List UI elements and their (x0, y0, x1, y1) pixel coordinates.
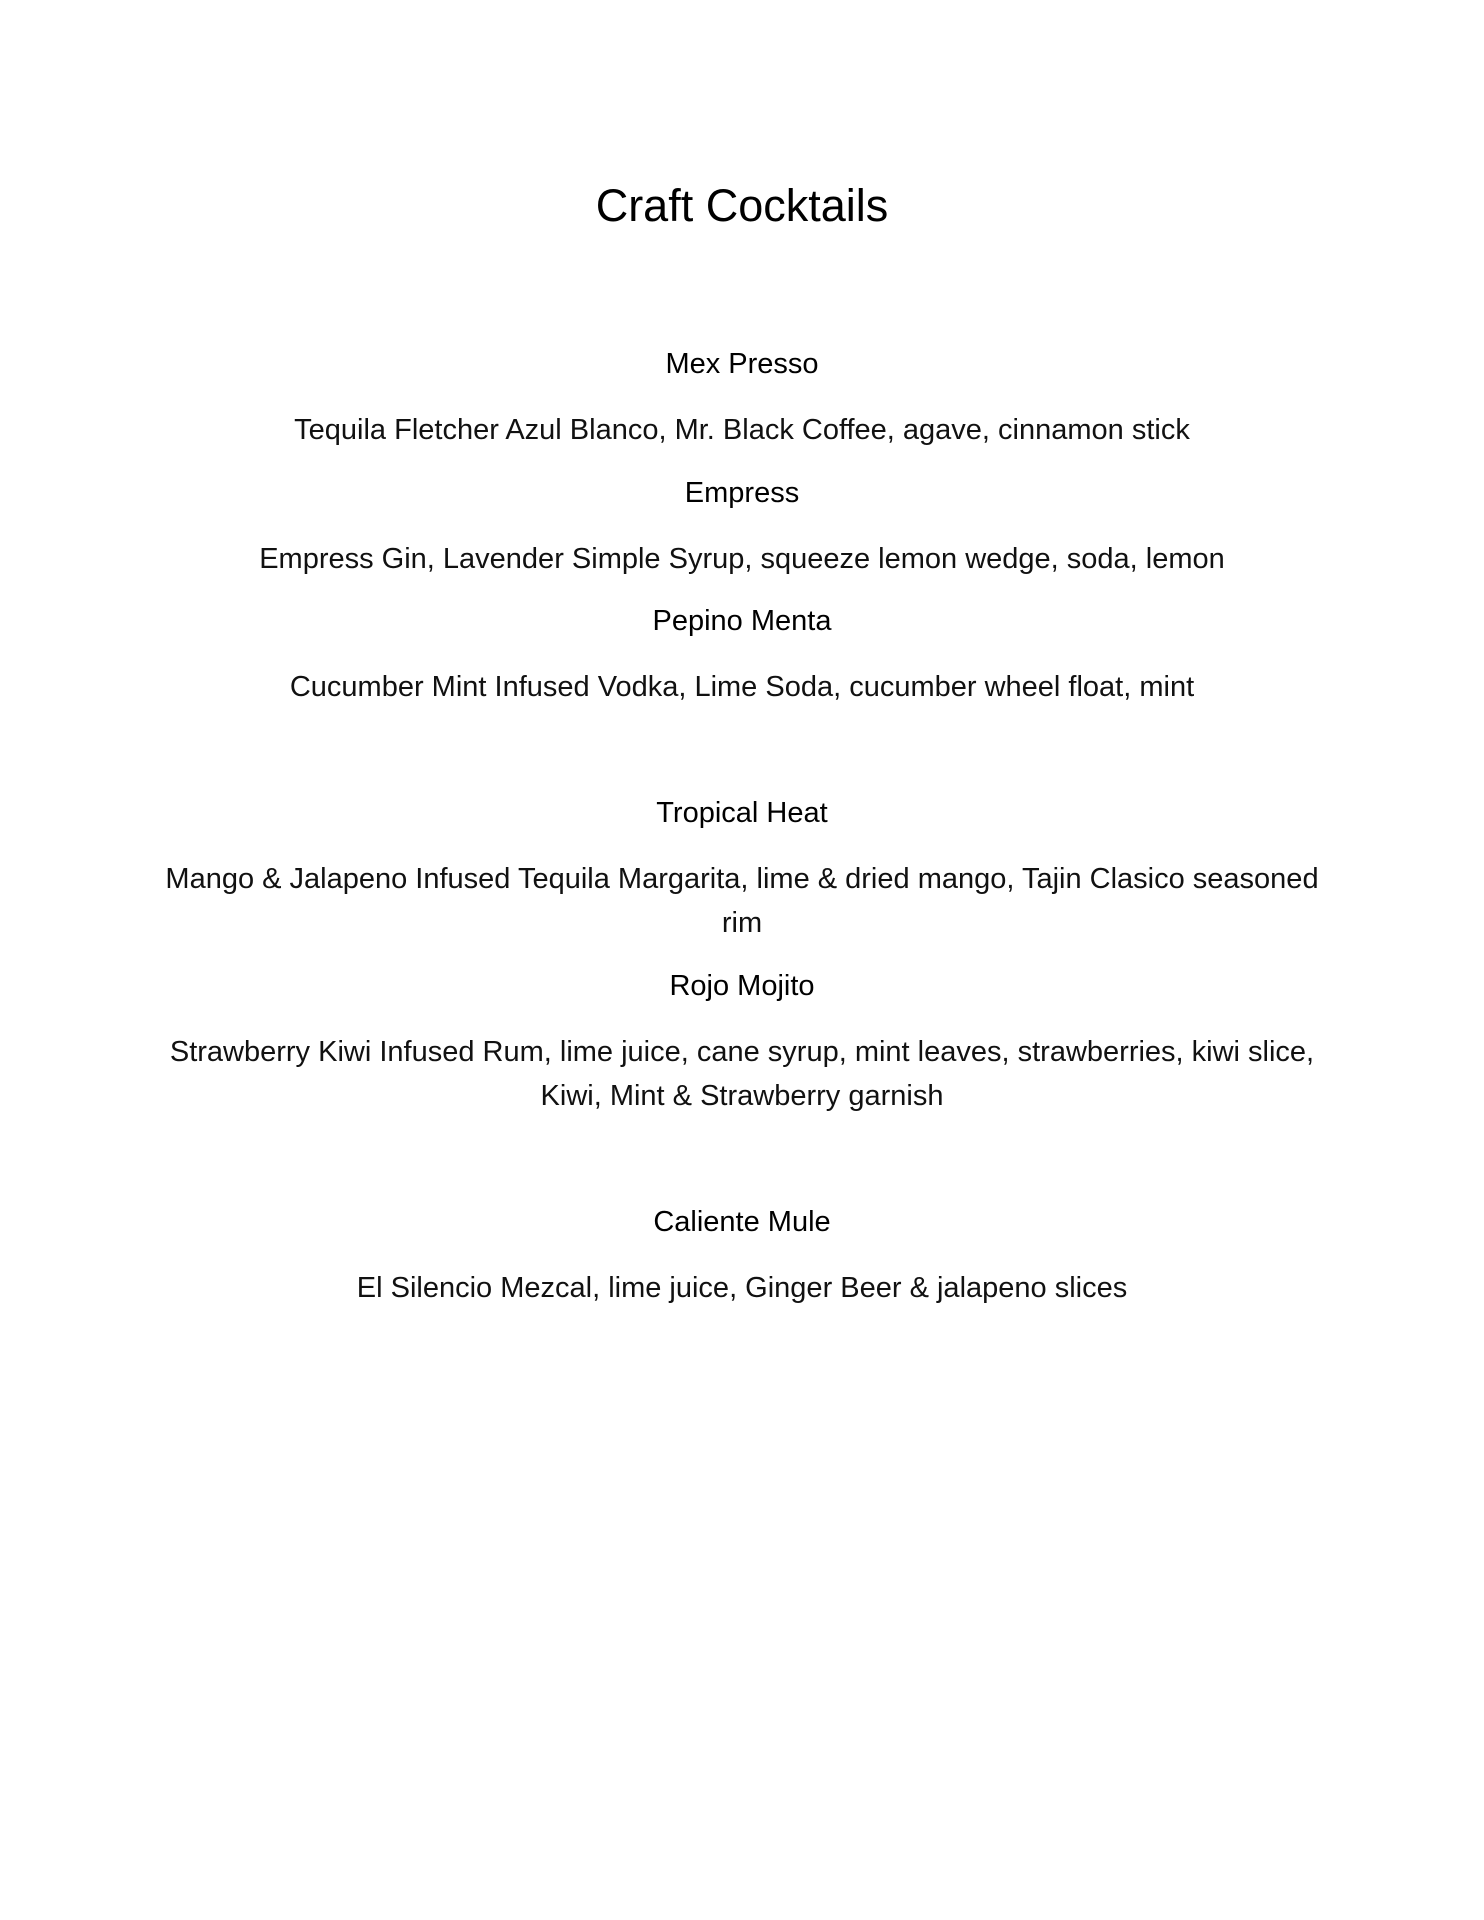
cocktail-item-empress (160, 475, 1324, 581)
cocktail-name: Pepino Menta (652, 605, 832, 637)
cocktail-item-caliente-mule (160, 1204, 1324, 1310)
cocktail-description: Strawberry Kiwi Infused Rum, lime juice, cane syrup, mint leaves, strawberries, kiwi slice, Kiwi, Mint & Strawberry garnish (169, 1036, 1315, 1112)
cocktail-description: Mango & Jalapeno Infused Tequila Margarita, lime & dried mango, Tajin Clasico seasoned rim (165, 863, 1319, 939)
cocktail-description: Empress Gin, Lavender Simple Syrup, squeeze lemon wedge, soda, lemon (259, 543, 1225, 575)
cocktail-item-tropical-heat (160, 795, 1324, 945)
cocktail-item-mex-presso (160, 346, 1324, 452)
cocktail-name: Tropical Heat (656, 797, 828, 829)
cocktail-name: Mex Presso (665, 348, 819, 380)
cocktail-item-rojo-mojito (160, 968, 1324, 1118)
cocktail-description: Tequila Fletcher Azul Blanco, Mr. Black Coffee, agave, cinnamon stick (294, 414, 1190, 446)
menu-title: Craft Cocktails (595, 180, 889, 231)
cocktail-description: Cucumber Mint Infused Vodka, Lime Soda, cucumber wheel float, mint (289, 671, 1195, 703)
cocktail-item-pepino-menta (160, 603, 1324, 709)
cocktail-description: El Silencio Mezcal, lime juice, Ginger Beer & jalapeno slices (356, 1272, 1128, 1304)
cocktail-name: Empress (684, 477, 800, 509)
cocktail-name: Caliente Mule (653, 1206, 831, 1238)
cocktail-name: Rojo Mojito (669, 970, 815, 1002)
